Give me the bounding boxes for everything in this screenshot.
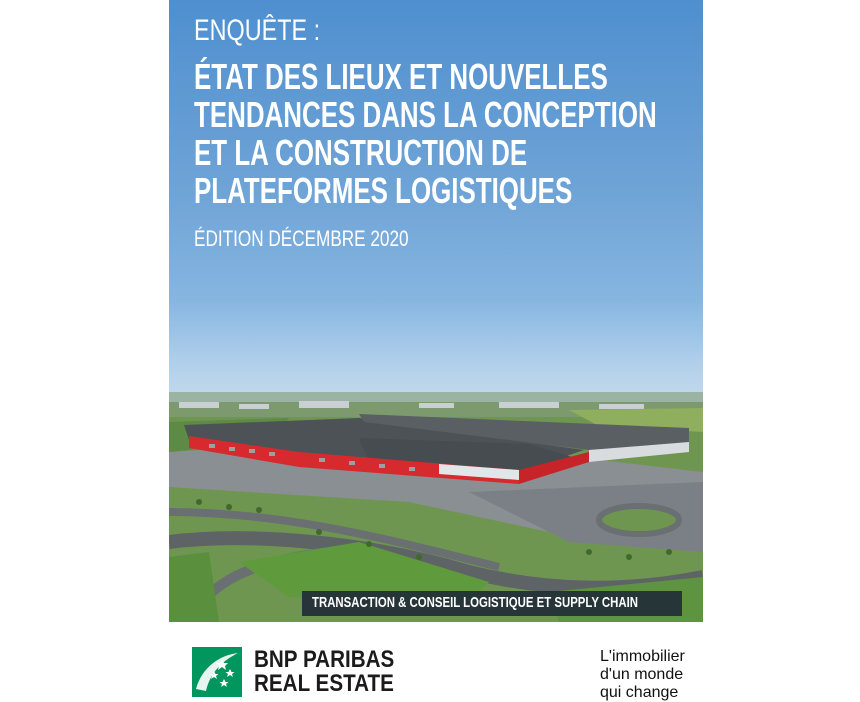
cover-edition: ÉDITION DÉCEMBRE 2020 (194, 226, 409, 251)
cover-title (194, 58, 657, 210)
sky-haze (169, 300, 703, 400)
brand-line: REAL ESTATE (254, 670, 394, 697)
cover-kicker: ENQUÊTE : (194, 14, 321, 47)
brand-tagline (600, 648, 685, 702)
roundabout (599, 506, 679, 534)
tagline-line: L'immobilier (600, 648, 685, 665)
bnp-stars-logo-icon (192, 647, 242, 697)
cover-title-line: PLATEFORMES LOGISTIQUES (194, 170, 573, 211)
aerial-warehouse-photo (169, 392, 703, 622)
cover-title-line: TENDANCES DANS LA CONCEPTION (194, 94, 657, 135)
service-banner (302, 591, 682, 616)
tagline-line: d'un monde (600, 666, 684, 683)
report-cover (169, 0, 703, 622)
cover-text-block (194, 14, 703, 210)
cover-title-line: ÉTAT DES LIEUX ET NOUVELLES (194, 56, 608, 97)
cover-title-line: ET LA CONSTRUCTION DE (194, 132, 528, 173)
brand-name (254, 648, 394, 696)
tagline-line: qui change (600, 684, 679, 701)
service-banner-text: TRANSACTION & CONSEIL LOGISTIQUE ET SUPPLY CHAIN (312, 594, 638, 611)
horizon-haze (169, 392, 703, 402)
brand-line: BNP PARIBAS (254, 646, 395, 673)
